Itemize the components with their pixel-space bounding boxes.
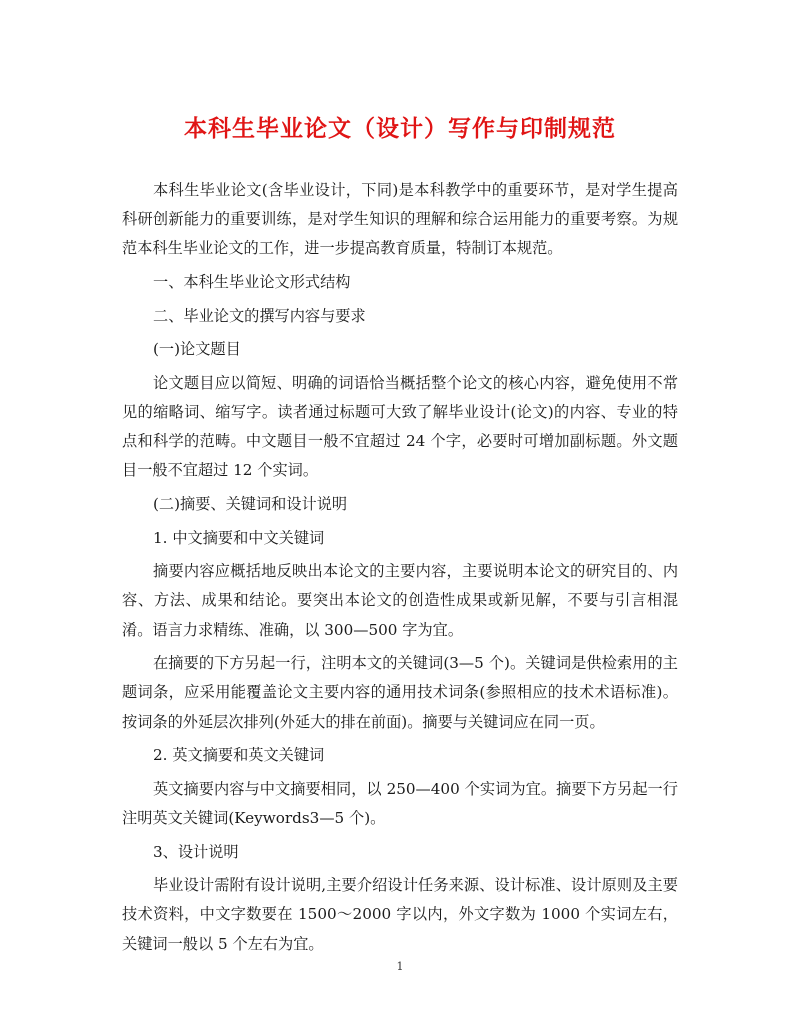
section-heading-2: 二、毕业论文的撰写内容与要求 bbox=[153, 306, 366, 325]
design-notes-paragraph: 毕业设计需附有设计说明,主要介绍设计任务来源、设计标准、设计原则及主要技术资料，中文字数要在 1500～2000 字以内，外文字数为 1000 个实词左右，关键词一般以 5 个左右为宜。 bbox=[122, 876, 678, 953]
subsection-heading-abstract: (二)摘要、关键词和设计说明 bbox=[153, 494, 348, 513]
subsection-heading-title: (一)论文题目 bbox=[153, 340, 241, 359]
document-title: 本科生毕业论文（设计）写作与印制规范 bbox=[184, 116, 616, 142]
item-heading-english-abstract: 2. 英文摘要和英文关键词 bbox=[153, 746, 325, 765]
document-body bbox=[122, 176, 678, 963]
item-heading-design-notes: 3、设计说明 bbox=[153, 842, 239, 861]
english-abstract-paragraph: 英文摘要内容与中文摘要相同，以 250—400 个实词为宜。摘要下方另起一行注明英文关键词(Keywords3—5 个)。 bbox=[122, 779, 678, 827]
keywords-paragraph: 在摘要的下方另起一行，注明本文的关键词(3—5 个)。关键词是供检索用的主题词条，应采用能覆盖论文主要内容的通用技术词条(参照相应的技术术语标准)。按词条的外延层次排列(外延大的排在前面)。摘要与关键词应在同一页。 bbox=[122, 654, 678, 731]
page-number: 1 bbox=[396, 960, 404, 973]
intro-paragraph: 本科生毕业论文(含毕业设计，下同)是本科教学中的重要环节，是对学生提高科研创新能力的重要训练，是对学生知识的理解和综合运用能力的重要考察。为规范本科生毕业论文的工作，进一步提高教育质量，特制订本规范。 bbox=[122, 181, 678, 258]
title-requirements-paragraph: 论文题目应以简短、明确的词语恰当概括整个论文的核心内容，避免使用不常见的缩略词、缩写字。读者通过标题可大致了解毕业设计(论文)的内容、专业的特点和科学的范畴。中文题目一般不宜超过 24 个字，必要时可增加副标题。外文题目一般不宜超过 12 个实词。 bbox=[122, 373, 678, 480]
chinese-abstract-paragraph: 摘要内容应概括地反映出本论文的主要内容，主要说明本论文的研究目的、内容、方法、成果和结论。要突出本论文的创造性成果或新见解，不要与引言相混淆。语言力求精练、准确，以 300—500 字为宜。 bbox=[122, 562, 678, 639]
item-heading-chinese-abstract: 1. 中文摘要和中文关键词 bbox=[153, 528, 325, 547]
section-heading-1: 一、本科生毕业论文形式结构 bbox=[153, 273, 351, 291]
